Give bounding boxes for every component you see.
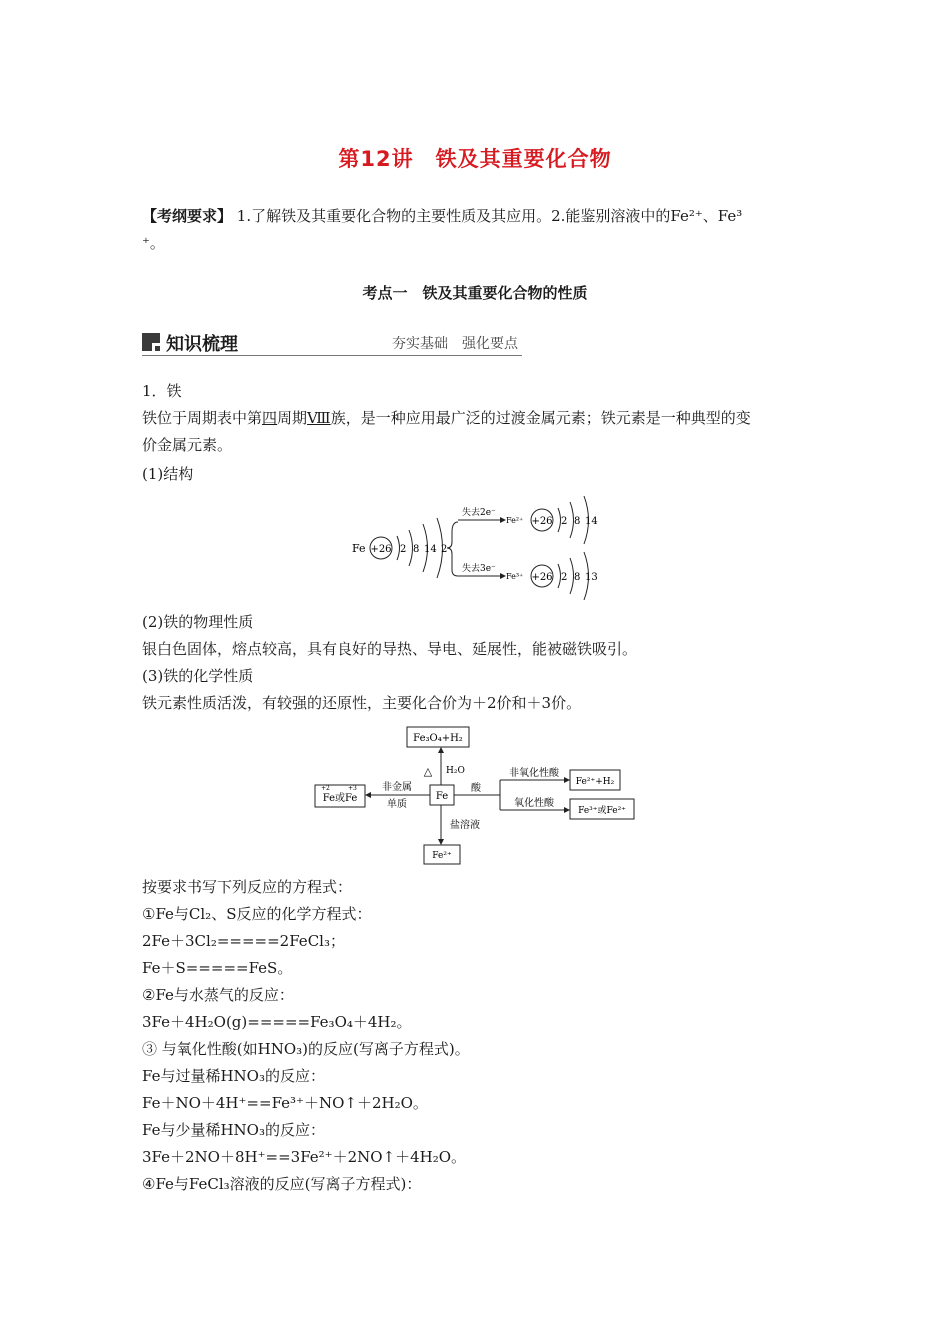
requirements-text-1: 1.了解铁及其重要化合物的主要性质及其应用。2.能鉴别溶液中的Fe²⁺、Fe³ <box>232 207 743 225</box>
arrowhead <box>365 792 371 798</box>
shell-count: 2 <box>441 544 448 555</box>
ion2-label: Fe²⁺ <box>506 516 524 525</box>
lose2-label: 失去2e⁻ <box>462 508 496 518</box>
shell-count: 8 <box>574 516 581 527</box>
left-cond-2: 单质 <box>387 799 407 810</box>
acid-label: 酸 <box>471 783 481 794</box>
paragraph-iron-position <box>142 407 751 428</box>
paragraph-iron-position-cont: 价金属元素。 <box>142 436 233 454</box>
water-label: H₂O <box>446 766 465 776</box>
ion3-label: Fe³⁺ <box>506 572 524 581</box>
arrowhead <box>438 839 444 845</box>
left-box-label: Fe或Fe <box>322 793 358 804</box>
instruction-line: 按要求书写下列反应的方程式： <box>142 878 353 896</box>
arrowhead <box>564 777 570 783</box>
section-title: 知识梳理 <box>166 334 238 355</box>
underlined-period: 四 <box>262 409 278 427</box>
requirements-tag: 【考纲要求】 <box>142 207 233 225</box>
paragraph-chemical: 铁元素性质活泼，有较强的还原性，主要化合价为＋2价和＋3价。 <box>142 694 582 712</box>
lose3-label: 失去3e⁻ <box>462 564 496 574</box>
atomic-structure-diagram <box>340 492 620 607</box>
subheading-chemical: (3)铁的化学性质 <box>142 667 254 685</box>
right-top-cond: 非氧化性酸 <box>509 768 559 779</box>
right-bottom-box-label: Fe³⁺或Fe²⁺ <box>578 806 626 816</box>
equation-3: 3Fe＋4H₂O(g)=====Fe₃O₄＋4H₂。 <box>142 1013 412 1031</box>
shell-count: 2 <box>561 516 568 527</box>
shell-arc <box>409 530 413 566</box>
equation-4: Fe＋NO＋4H⁺==Fe³⁺＋NO↑＋2H₂O。 <box>142 1094 428 1112</box>
section-square-icon <box>142 333 160 351</box>
right-bottom-cond: 氧化性酸 <box>514 798 554 809</box>
page-title: 第12讲 铁及其重要化合物 <box>338 147 612 171</box>
heading-iron: 1．铁 <box>142 382 182 400</box>
subheading-physical: (2)铁的物理性质 <box>142 613 254 631</box>
left-sup-2: +3 <box>348 785 357 792</box>
bottom-box-label: Fe²⁺ <box>432 851 452 861</box>
shell-count: 13 <box>585 572 598 583</box>
shell-count: 14 <box>424 544 437 555</box>
element-label: Fe <box>352 542 366 555</box>
text: 铁位于周期表中第 <box>142 409 263 427</box>
underlined-group: Ⅷ <box>307 409 331 427</box>
shell-count: 2 <box>561 572 568 583</box>
point-title: 考点一 铁及其重要化合物的性质 <box>362 284 588 302</box>
center-label: Fe <box>435 791 449 802</box>
requirements-text-2: ⁺。 <box>142 234 165 252</box>
question-2: ②Fe与水蒸气的反应： <box>142 986 294 1004</box>
question-3b: Fe与少量稀HNO₃的反应： <box>142 1121 325 1139</box>
nucleus-label: +26 <box>531 516 553 527</box>
left-cond-1: 非金属 <box>382 782 412 793</box>
equation-2: Fe＋S=====FeS。 <box>142 959 293 977</box>
arrowhead <box>564 807 570 813</box>
left-sup-1: +2 <box>321 785 330 792</box>
shell-arc <box>570 502 574 538</box>
question-3: ③ 与氧化性酸(如HNO₃)的反应(写离子方程式)。 <box>142 1040 470 1058</box>
section-header <box>142 330 522 358</box>
arrowhead <box>438 747 444 753</box>
question-3a: Fe与过量稀HNO₃的反应： <box>142 1067 325 1085</box>
heat-symbol: △ <box>423 765 433 778</box>
shell-arc <box>570 558 574 594</box>
shell-count: 14 <box>585 516 598 527</box>
question-1: ①Fe与Cl₂、S反应的化学方程式： <box>142 905 372 923</box>
shell-count: 8 <box>413 544 420 555</box>
nucleus-label: +26 <box>370 544 392 555</box>
text: 族，是一种应用最广泛的过渡金属元素；铁元素是一种典型的变 <box>330 409 751 427</box>
shell-count: 2 <box>400 544 407 555</box>
equation-1: 2Fe＋3Cl₂=====2FeCl₃； <box>142 932 345 950</box>
question-4: ④Fe与FeCl₃溶液的反应(写离子方程式)： <box>142 1175 422 1193</box>
brace <box>447 522 458 576</box>
paragraph-physical: 银白色固体，熔点较高，具有良好的导热、导电、延展性，能被磁铁吸引。 <box>142 640 638 658</box>
nucleus-label: +26 <box>531 572 553 583</box>
equation-5: 3Fe＋2NO＋8H⁺==3Fe²⁺＋2NO↑＋4H₂O。 <box>142 1148 467 1166</box>
text: 周期 <box>277 409 308 427</box>
subheading-structure: (1)结构 <box>142 465 194 483</box>
exam-requirements <box>142 203 822 257</box>
shell-count: 8 <box>574 572 581 583</box>
right-top-box-label: Fe²⁺+H₂ <box>575 777 615 787</box>
section-divider <box>142 355 522 356</box>
bottom-cond: 盐溶液 <box>450 820 480 831</box>
section-subtitle: 夯实基础 强化要点 <box>392 336 518 352</box>
reaction-diagram <box>310 722 640 867</box>
top-box-label: Fe₃O₄+H₂ <box>413 733 463 744</box>
